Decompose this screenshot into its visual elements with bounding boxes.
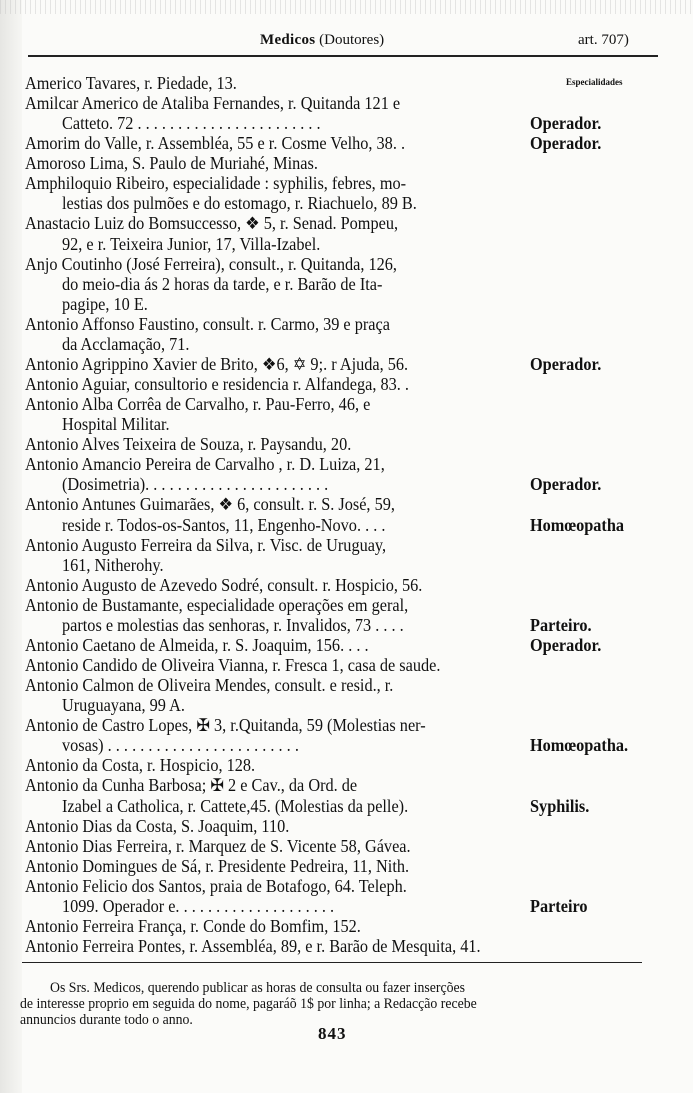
running-header-article: art. 707) [578,32,629,48]
entry-line: Antonio Ferreira França, r. Conde do Bomfim, 152. [25,915,361,936]
entry-line: Amilcar Americo de Ataliba Fernandes, r. Quitanda 121 e [25,93,401,114]
entry-line: Antonio Ferreira Pontes, r. Assembléa, 89, e r. Barão de Mesquita, 41. [25,936,481,956]
entry-continuation-line: do meio-dia ás 2 horas da tarde, e r. Barão de Ita- [62,273,383,294]
entry-continuation-line: 92, e r. Teixeira Junior, 17, Villa-Izabel. [62,233,321,254]
entry-line: Antonio de Castro Lopes, ✠ 3, r.Quitanda, 59 (Molestias ner- [25,715,426,736]
entry-line: Antonio Augusto Ferreira da Silva, r. Visc. de Uruguay, [25,534,387,555]
entry-line: Anastacio Luiz do Bomsuccesso, ❖ 5, r. Senad. Pompeu, [25,213,399,234]
header-title-bold: Medicos [260,32,316,48]
entry-line: Antonio Amancio Pereira de Carvalho , r. D. Luiza, 21, [25,454,385,475]
page-number: 843 [318,1024,347,1043]
entry-line: Americo Tavares, r. Piedade, 13. [25,73,237,93]
entry-specialty: Operador. [530,133,602,154]
footnote-line: Os Srs. Medicos, querendo publicar as horas de consulta ou fazer inserções [50,980,466,996]
entry-continuation-line: 1099. Operador e. . . . . . . . . . . . . . . . . . . . [62,895,335,916]
header-title-rest: (Doutores) [319,32,385,48]
entry-specialty: Operador. [530,113,602,134]
entry-line: Amoroso Lima, S. Paulo de Muriahé, Minas. [25,153,318,174]
entry-line: Antonio Antunes Guimarães, ❖ 6, consult. r. S. José, 59, [25,494,395,515]
entry-continuation-line: 161, Nitherohy. [62,554,164,575]
entry-line: Antonio Calmon de Oliveira Mendes, consult. e resid., r. [25,675,394,696]
entry-line: Antonio Domingues de Sá, r. Presidente Pedreira, 11, Nith. [25,855,410,876]
entry-specialty: Homœopatha. [530,735,629,756]
entry-continuation-line: Hospital Militar. [62,414,170,435]
entry-line: Antonio de Bustamante, especialidade operações em geral, [25,594,409,615]
entry-continuation-line: partos e molestias das senhoras, r. Invalidos, 73 . . . . [62,614,404,635]
entry-continuation-line: reside r. Todos-os-Santos, 11, Engenho-Novo. . . . [62,514,386,535]
entry-continuation-line: (Dosimetria). . . . . . . . . . . . . . . . . . . . . . . [62,474,329,495]
entry-line: Antonio Augusto de Azevedo Sodré, consult. r. Hospicio, 56. [25,574,423,595]
entry-line: Antonio Dias Ferreira, r. Marquez de S. Vicente 58, Gávea. [25,835,411,856]
entry-line: Antonio Alves Teixeira de Souza, r. Paysandu, 20. [25,434,352,455]
entry-line: Anjo Coutinho (José Ferreira), consult., r. Quitanda, 126, [25,253,398,274]
entry-line: Antonio Affonso Faustino, consult. r. Carmo, 39 e praça [25,313,390,334]
entry-line: Amorim do Valle, r. Assembléa, 55 e r. Cosme Velho, 38. . [25,133,406,154]
entry-line: Antonio Dias da Costa, S. Joaquim, 110. [25,815,290,836]
entry-specialty: Parteiro. [530,614,592,635]
footer-rule [22,962,642,963]
entry-continuation-line: Izabel a Catholica, r. Cattete,45. (Molestias da pelle). [62,795,409,816]
scan-edge-shadow [0,0,22,1093]
entry-continuation-line: Uruguayana, 99 A. [62,695,185,716]
entry-continuation-line: pagipe, 10 E. [62,293,148,314]
entry-line: Antonio da Cunha Barbosa; ✠ 2 e Cav., da Ord. de [25,775,358,796]
entry-specialty: Homœopatha [530,514,625,535]
entry-line: Antonio Caetano de Almeida, r. S. Joaquim, 156. . . . [25,634,369,655]
entry-continuation-line: da Acclamação, 71. [62,333,190,354]
scan-top-noise [0,0,693,14]
entry-specialty: Operador. [530,634,602,655]
entry-specialty: Syphilis. [530,795,590,816]
footnote-line: de interesse proprio em seguida do nome, pagaráõ 1$ por linha; a Redacção recebe [20,996,477,1012]
entry-line: Antonio Candido de Oliveira Vianna, r. Fresca 1, casa de saude. [25,655,441,676]
entry-specialty: Operador. [530,474,602,495]
entry-line: Antonio Agrippino Xavier de Brito, ❖6, ✡ 9;. r Ajuda, 56. [25,353,409,374]
entry-line: Antonio Aguiar, consultorio e residencia r. Alfandega, 83. . [25,374,409,395]
header-rule [28,55,658,57]
entry-line: Antonio Alba Corrêa de Carvalho, r. Pau-Ferro, 46, e [25,394,371,415]
specialties-heading: Especialidades [566,77,623,87]
entry-line: Amphiloquio Ribeiro, especialidade : syphilis, febres, mo- [25,173,407,194]
entry-continuation-line: Catteto. 72 . . . . . . . . . . . . . . . . . . . . . . . [62,113,321,134]
entry-continuation-line: lestias dos pulmões e do estomago, r. Riachuelo, 89 B. [62,193,417,214]
entry-continuation-line: vosas) . . . . . . . . . . . . . . . . . . . . . . . . [62,735,299,756]
entry-line: Antonio da Costa, r. Hospicio, 128. [25,755,256,776]
entry-line: Antonio Felicio dos Santos, praia de Botafogo, 64. Teleph. [25,875,407,896]
entry-specialty: Parteiro [530,895,588,916]
footnote-line: annuncios durante todo o anno. [20,1012,193,1028]
entry-specialty: Operador. [530,353,602,374]
running-header-title [260,32,384,49]
